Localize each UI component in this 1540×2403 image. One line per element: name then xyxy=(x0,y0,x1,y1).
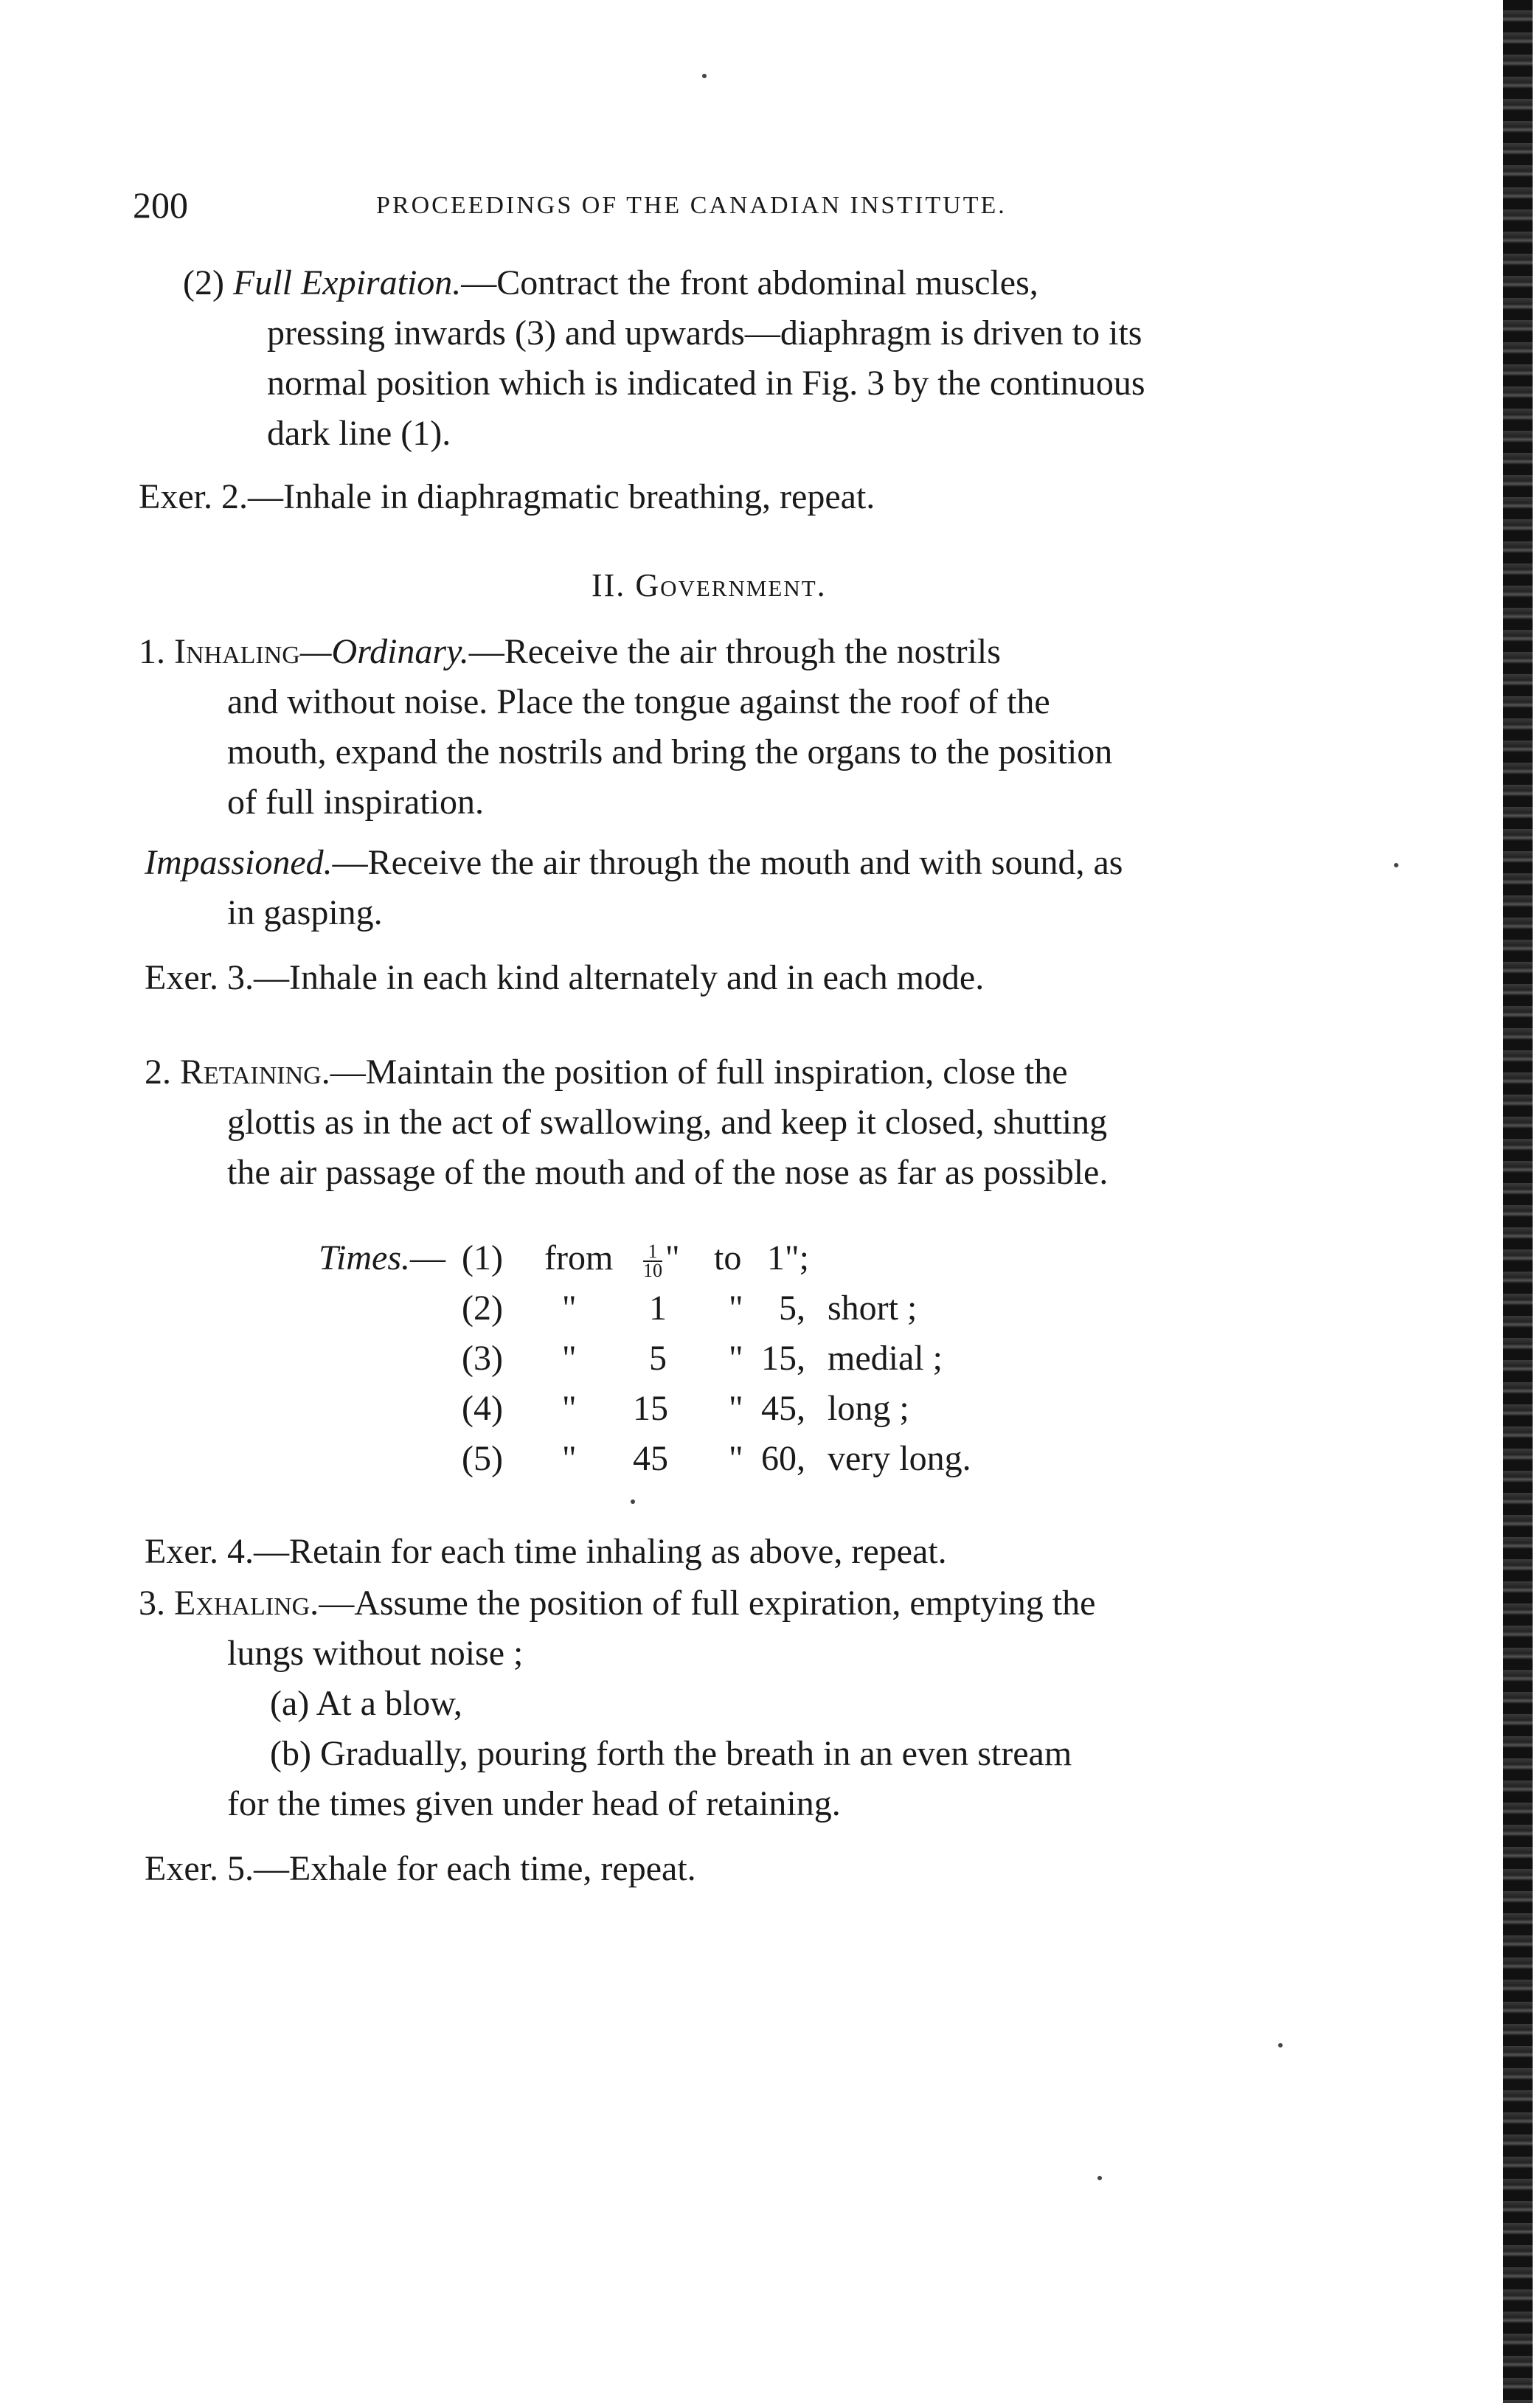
inhaling-line-2: and without noise. Place the tongue against the roof of the xyxy=(227,682,1050,721)
retaining-line-2: glottis as in the act of swallowing, and keep it closed, shutting xyxy=(227,1103,1108,1142)
inhaling-subheading: —Ordinary. xyxy=(299,632,469,671)
exercise-4: Exer. 4.—Retain for each time inhaling as above, repeat. xyxy=(145,1532,947,1571)
full-expiration-title: Full Expiration. xyxy=(232,263,462,302)
fraction-numerator: 1 xyxy=(643,1243,662,1262)
section-number: II. xyxy=(592,567,626,603)
times-row-desc: very long. xyxy=(828,1439,971,1478)
exhaling-heading: Exhaling. xyxy=(174,1584,319,1623)
full-expiration-line-3: normal position which is indicated in Fig. 3 by the continuous xyxy=(267,364,1145,403)
exhaling-item-a: (a) At a blow, xyxy=(270,1684,462,1723)
exhaling-item-b: (b) Gradually, pouring forth the breath in an even stream xyxy=(270,1734,1072,1773)
exercise-2: Exer. 2.—Inhale in diaphragmatic breathing, repeat. xyxy=(139,477,875,516)
full-expiration-line-2: pressing inwards (3) and upwards—diaphragm is driven to its xyxy=(267,313,1142,353)
times-row-desc: long ; xyxy=(828,1389,909,1428)
times-row-index: (5) xyxy=(462,1439,503,1478)
times-row-to: 15, xyxy=(761,1339,805,1378)
scan-speck xyxy=(702,74,707,78)
inhaling-line-4: of full inspiration. xyxy=(227,783,484,822)
times-row-index: (4) xyxy=(462,1389,503,1428)
scan-speck xyxy=(631,1499,635,1504)
scan-speck xyxy=(1278,2043,1283,2047)
times-row-to: 45, xyxy=(761,1389,805,1428)
exercise-5: Exer. 5.—Exhale for each time, repeat. xyxy=(145,1849,696,1888)
impassioned-text: —Receive the air through the mouth and with sound, as xyxy=(332,843,1123,882)
exhaling-line-5: for the times given under head of retaining. xyxy=(227,1784,841,1823)
full-expiration-text: —Contract the front abdominal muscles, xyxy=(461,263,1038,302)
times-label-cell xyxy=(319,1233,445,1283)
times-ditto: " xyxy=(562,1339,577,1378)
times-ditto: " xyxy=(562,1439,577,1478)
running-head: PROCEEDINGS OF THE CANADIAN INSTITUTE. xyxy=(376,192,1007,219)
retaining-heading: Retaining. xyxy=(180,1053,330,1092)
impassioned-line-2: in gasping. xyxy=(227,893,383,932)
exhaling-line-1 xyxy=(139,1578,1095,1629)
times-ditto: " xyxy=(729,1339,743,1378)
scan-speck xyxy=(1097,2176,1102,2180)
page-header xyxy=(133,183,1313,227)
times-row-index: (1) xyxy=(462,1238,503,1277)
times-row-to: 60, xyxy=(761,1439,805,1478)
times-row-index: (2) xyxy=(462,1289,503,1328)
exhaling-number: 3. xyxy=(139,1584,165,1623)
impassioned-label: Impassioned. xyxy=(145,843,333,882)
impassioned-line-1 xyxy=(145,838,1123,888)
exhaling-line-2: lungs without noise ; xyxy=(227,1634,524,1673)
full-expiration-line-4: dark line (1). xyxy=(267,414,451,453)
retaining-text: —Maintain the position of full inspiration, close the xyxy=(330,1053,1068,1092)
times-fraction-cell xyxy=(640,1233,680,1283)
inhaling-text: —Receive the air through the nostrils xyxy=(468,632,1001,671)
scan-speck xyxy=(1394,863,1398,867)
times-ditto: " xyxy=(729,1289,743,1328)
page-number: 200 xyxy=(133,184,188,226)
page-edge-shadow xyxy=(1503,0,1533,2403)
times-row-desc: short ; xyxy=(828,1289,918,1328)
times-row-from: 5 xyxy=(649,1339,667,1378)
times-ditto: " xyxy=(562,1289,577,1328)
times-row-from: 1 xyxy=(649,1289,667,1328)
times-ditto: " xyxy=(729,1389,743,1428)
exhaling-text: —Assume the position of full expiration, emptying the xyxy=(319,1584,1096,1623)
times-row-to: 5, xyxy=(779,1289,805,1328)
times-from-word: from xyxy=(544,1238,614,1277)
inhaling-heading: Inhaling xyxy=(174,632,300,671)
times-row-to: 1"; xyxy=(767,1238,809,1277)
fraction-denominator: 10 xyxy=(643,1259,662,1281)
times-label: Times. xyxy=(319,1238,411,1277)
inhaling-number: 1. xyxy=(139,632,165,671)
retaining-line-1 xyxy=(145,1047,1068,1098)
times-ditto: " xyxy=(562,1389,577,1428)
times-fraction xyxy=(643,1240,662,1281)
full-expiration-number: (2) xyxy=(183,263,224,302)
times-row-index: (3) xyxy=(462,1339,503,1378)
times-row-from: 45 xyxy=(633,1439,668,1478)
retaining-line-3: the air passage of the mouth and of the nose as far as possible. xyxy=(227,1153,1109,1192)
times-dash: — xyxy=(410,1238,446,1277)
section-heading xyxy=(592,561,827,611)
times-fraction-mark: " xyxy=(665,1238,680,1277)
times-to-word: to xyxy=(714,1238,742,1277)
inhaling-line-1 xyxy=(139,627,1001,677)
times-ditto: " xyxy=(729,1439,743,1478)
retaining-number: 2. xyxy=(145,1053,171,1092)
times-row-from: 15 xyxy=(633,1389,668,1428)
inhaling-line-3: mouth, expand the nostrils and bring the organs to the position xyxy=(227,732,1113,771)
section-title: Government. xyxy=(635,567,827,603)
exercise-3: Exer. 3.—Inhale in each kind alternately and in each mode. xyxy=(145,958,985,997)
times-row-desc: medial ; xyxy=(828,1339,943,1378)
full-expiration-line-1 xyxy=(183,258,1038,308)
